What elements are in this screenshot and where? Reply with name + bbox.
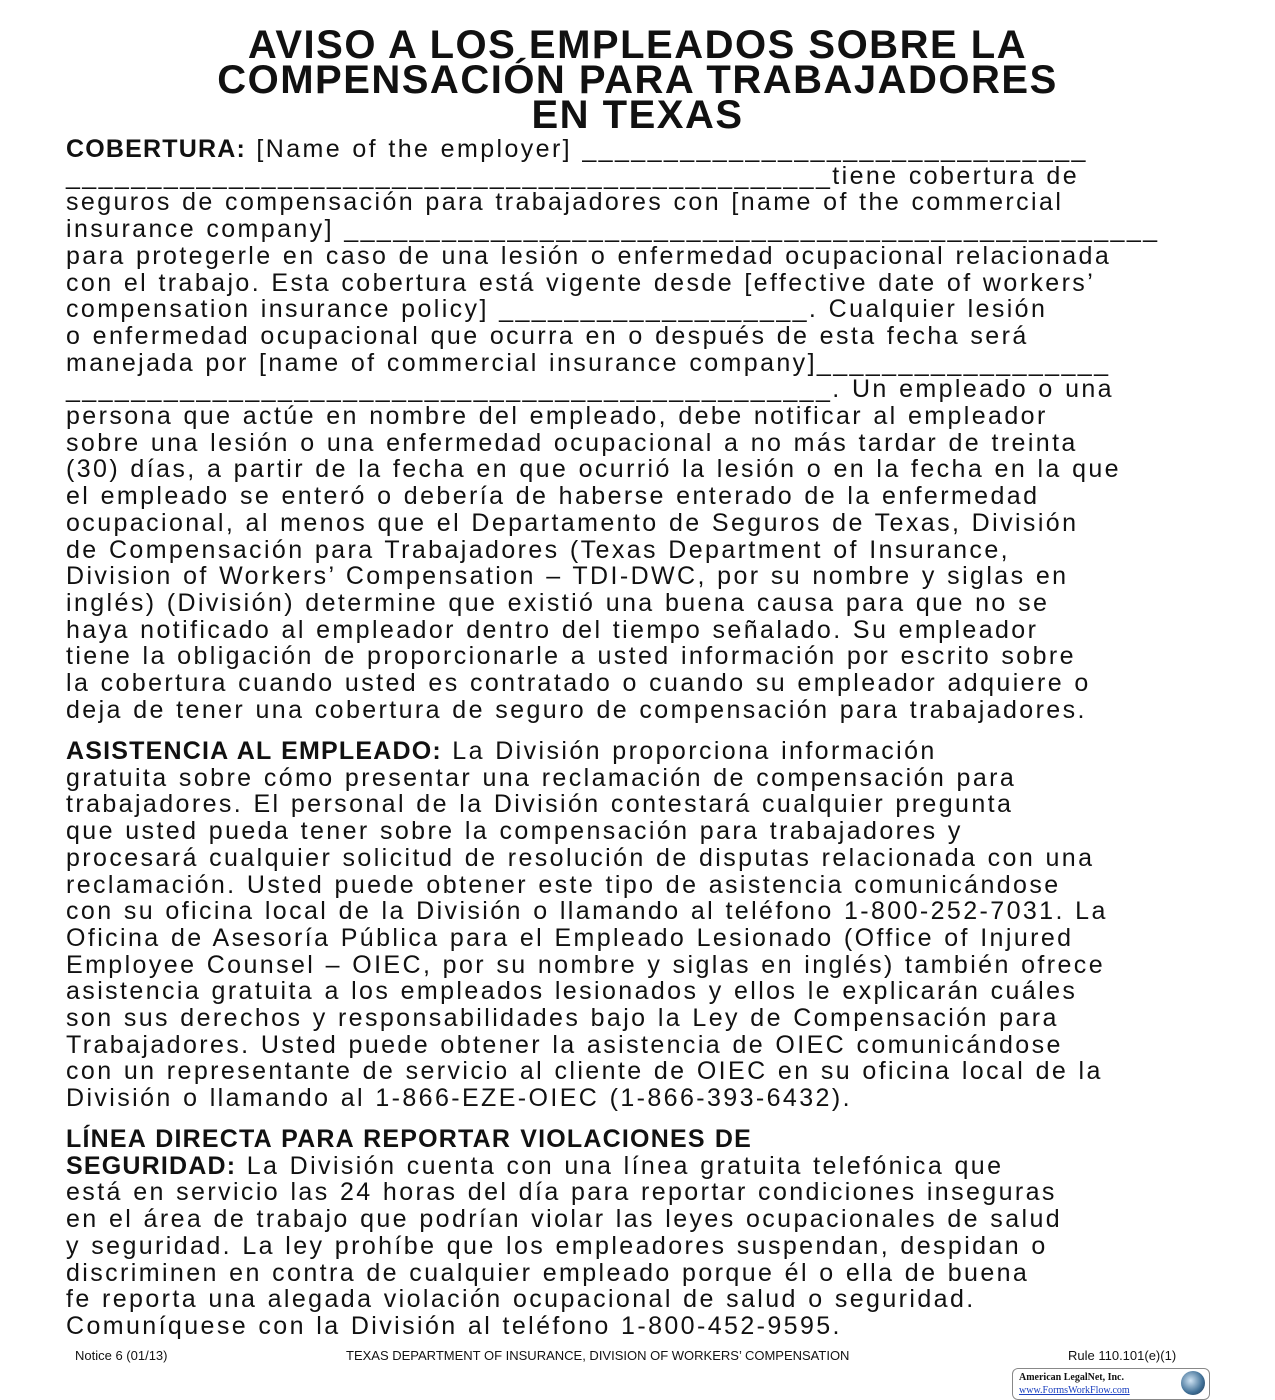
- section-heading: SEGURIDAD:: [66, 1151, 237, 1180]
- text-line: (30) días, a partir de la fecha en que ocurrió la lesión o en la fecha en la que: [66, 455, 1121, 484]
- text-line: fe reporta una alegada violación ocupacional de salud o seguridad.: [66, 1285, 976, 1314]
- logo-url-link[interactable]: www.FormsWorkFlow.com: [1019, 1385, 1130, 1396]
- text-line: que usted pueda tener sobre la compensación para trabajadores y: [66, 817, 963, 846]
- footer-agency: TEXAS DEPARTMENT OF INSURANCE, DIVISION OF WORKERS’ COMPENSATION: [346, 1348, 850, 1363]
- section-heading: COBERTURA:: [66, 135, 247, 163]
- text-line: insurance company] __________________________________________________: [66, 215, 1160, 244]
- text-line: son sus derechos y responsabilidades bajo la Ley de Compensación para: [66, 1004, 1059, 1033]
- text-line: o enfermedad ocupacional que ocurra en o después de esta fecha será: [66, 321, 1029, 350]
- text-line: [66, 1126, 1246, 1153]
- text-line: ocupacional, al menos que el Departamento de Seguros de Texas, División: [66, 508, 1079, 537]
- text-line: de Compensación para Trabajadores (Texas Department of Insurance,: [66, 535, 1010, 564]
- title-line: AVISO A LOS EMPLEADOS SOBRE LA: [247, 23, 1028, 67]
- text-line: persona que actúe en nombre del empleado, debe notificar al empleador: [66, 402, 1048, 431]
- text-line: Trabajadores. Usted puede obtener la asistencia de OIEC comunicándose: [66, 1030, 1063, 1059]
- text-line: sobre una lesión o una enfermedad ocupacional a no más tardar de treinta: [66, 428, 1078, 457]
- text-line: con un representante de servicio al cliente de OIEC en su oficina local de la: [66, 1057, 1103, 1086]
- footer-rule: Rule 110.101(e)(1): [1068, 1348, 1177, 1363]
- notice-title: [0, 23, 1275, 137]
- text-line: [66, 136, 1246, 163]
- section-asistencia: [66, 738, 1246, 1112]
- text-line: Division of Workers’ Compensation – TDI-DWC, por su nombre y siglas en: [66, 562, 1069, 591]
- text-line: _______________________________________________. Un empleado o una: [66, 375, 1114, 404]
- text-line: reclamación. Usted puede obtener este tipo de asistencia comunicándose: [66, 870, 1061, 899]
- text-line: asistencia gratuita a los empleados lesionados y ellos le explicarán cuáles: [66, 977, 1078, 1006]
- text-span: La División cuenta con una línea gratuita telefónica que: [236, 1151, 1004, 1180]
- section-heading: ASISTENCIA AL EMPLEADO:: [66, 737, 442, 765]
- text-line: está en servicio las 24 horas del día para reportar condiciones inseguras: [66, 1178, 1057, 1207]
- text-line: manejada por [name of commercial insurance company]__________________: [66, 348, 1111, 377]
- text-line: [66, 1153, 1246, 1180]
- text-line: discriminen en contra de cualquier empleado porque él o ella de buena: [66, 1258, 1030, 1287]
- text-line: seguros de compensación para trabajadores con [name of the commercial: [66, 188, 1064, 217]
- title-line: COMPENSACIÓN PARA TRABAJADORES: [217, 58, 1058, 102]
- text-line: el empleado se enteró o debería de haberse enterado de la enfermedad: [66, 482, 1040, 511]
- text-line: la cobertura cuando usted es contratado o cuando su empleador adquiere o: [66, 669, 1091, 698]
- text-span: [Name of the employer] _______________________________: [246, 135, 1088, 163]
- text-line: con su oficina local de la División o llamando al teléfono 1-800-252-7031. La: [66, 897, 1108, 926]
- section-linea-directa: [66, 1126, 1246, 1340]
- american-legalnet-logo[interactable]: [1012, 1368, 1210, 1400]
- text-line: compensation insurance policy] ___________________. Cualquier lesión: [66, 295, 1048, 324]
- text-line: gratuita sobre cómo presentar una reclamación de compensación para: [66, 763, 1017, 792]
- footer-notice: Notice 6 (01/13): [75, 1348, 168, 1363]
- text-line: tiene la obligación de proporcionarle a usted información por escrito sobre: [66, 642, 1076, 671]
- text-line: Oficina de Asesoría Pública para el Empleado Lesionado (Office of Injured: [66, 923, 1074, 952]
- text-line: trabajadores. El personal de la División contestará cualquier pregunta: [66, 790, 1014, 819]
- text-line: y seguridad. La ley prohíbe que los empleadores suspendan, despidan o: [66, 1231, 1048, 1260]
- text-line: Comuníquese con la División al teléfono 1-800-452-9595.: [66, 1311, 842, 1340]
- text-line: División o llamando al 1-866-EZE-OIEC (1-866-393-6432).: [66, 1084, 852, 1113]
- globe-icon: [1181, 1371, 1205, 1395]
- text-line: con el trabajo. Esta cobertura está vigente desde [effective date of workers’: [66, 268, 1096, 297]
- text-span: La División proporciona información: [441, 737, 937, 765]
- logo-name: American LegalNet, Inc.: [1019, 1372, 1124, 1383]
- text-line: inglés) (División) determine que existió una buena causa para que no se: [66, 588, 1050, 617]
- text-line: para protegerle en caso de una lesión o enfermedad ocupacional relacionada: [66, 241, 1112, 270]
- text-line: _______________________________________________tiene cobertura de: [66, 161, 1080, 190]
- text-line: procesará cualquier solicitud de resolución de disputas relacionada con una: [66, 843, 1095, 872]
- section-heading: LÍNEA DIRECTA PARA REPORTAR VIOLACIONES DE: [66, 1125, 752, 1153]
- text-line: [66, 738, 1246, 765]
- text-line: haya notificado al empleador dentro del tiempo señalado. Su empleador: [66, 615, 1039, 644]
- text-line: Employee Counsel – OIEC, por su nombre y siglas en inglés) también ofrece: [66, 950, 1106, 979]
- title-line: EN TEXAS: [531, 93, 744, 137]
- text-line: deja de tener una cobertura de seguro de compensación para trabajadores.: [66, 695, 1087, 724]
- section-cobertura: [66, 136, 1246, 723]
- text-line: en el área de trabajo que podrían violar las leyes ocupacionales de salud: [66, 1205, 1063, 1234]
